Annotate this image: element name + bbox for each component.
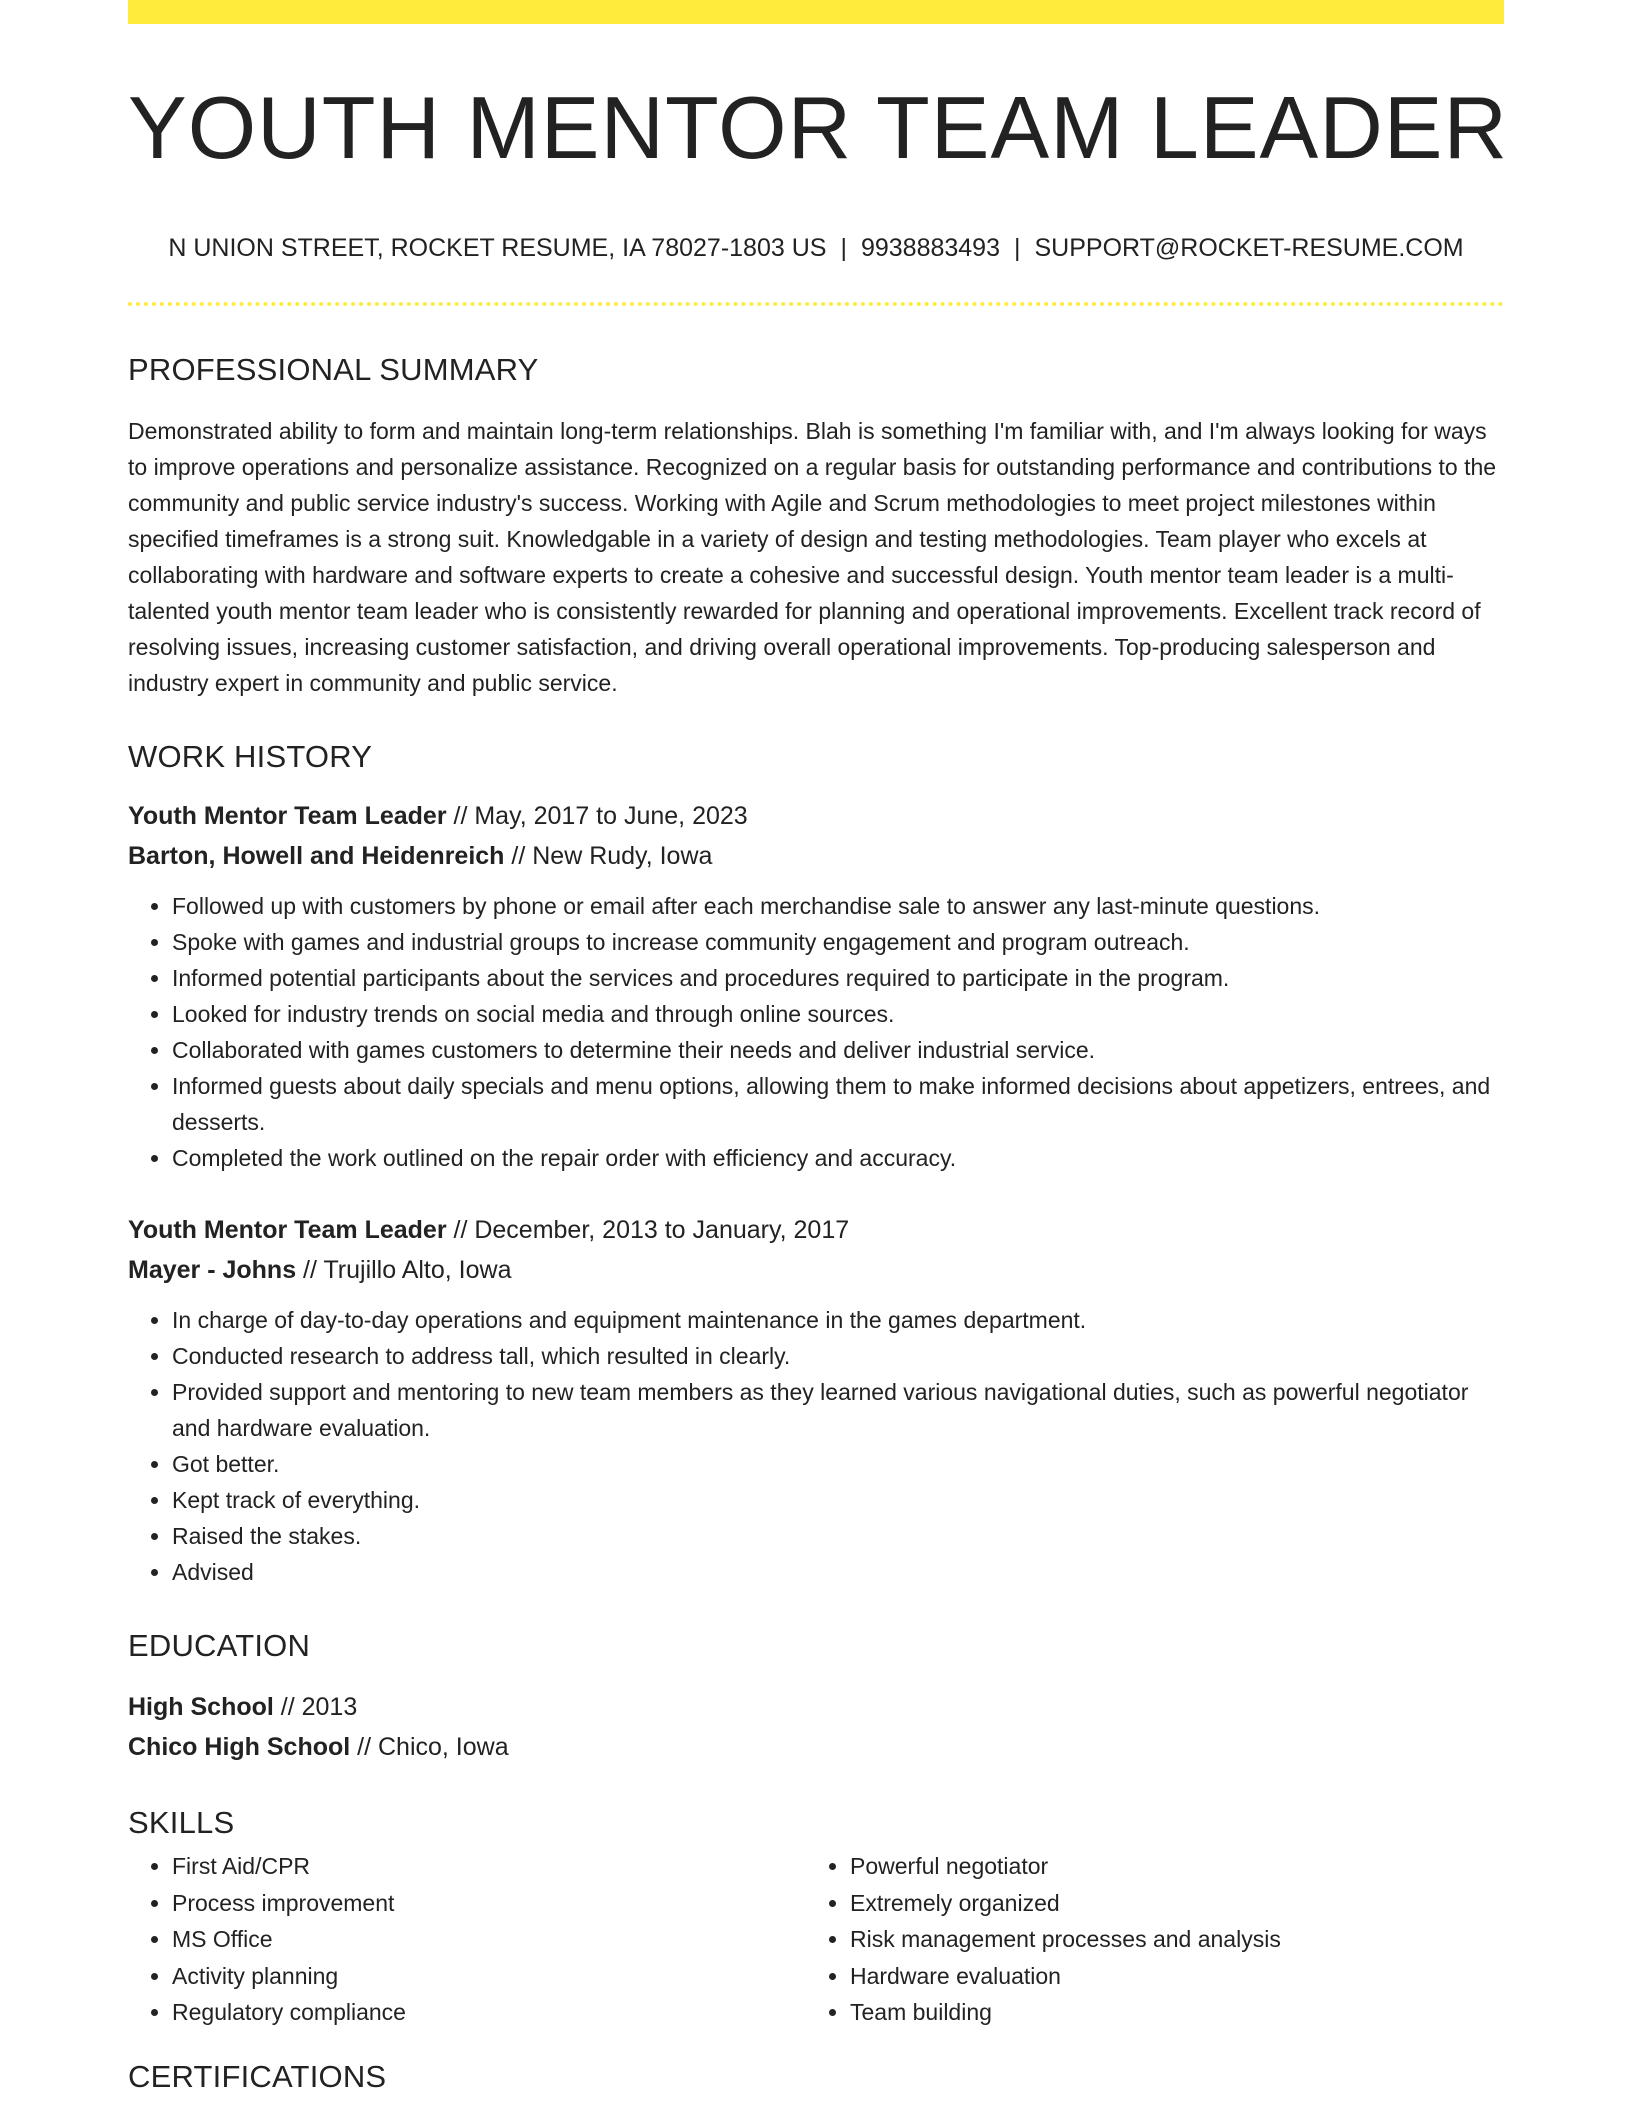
education-degree-line [128,1687,1504,1727]
job-title: Youth Mentor Team Leader [128,802,447,830]
list-item: • Informed potential participants about the services and procedures required to participate in the program. [172,960,1504,996]
skill-item: • Regulatory compliance [172,1994,806,2031]
job-title: Youth Mentor Team Leader [128,1216,447,1244]
contact-separator: | [1014,234,1021,262]
skills-heading: SKILLS [128,1805,235,1840]
education-school-line [128,1727,1504,1767]
list-item: • Provided support and mentoring to new team members as they learned various navigational duties, such as powerful negotiator and hardware evaluation. [172,1374,1504,1446]
skills-grid [128,1848,1504,2031]
skill-item: • Hardware evaluation [850,1958,1484,1995]
job-company-line [128,1250,1504,1290]
contact-email: SUPPORT@ROCKET-RESUME.COM [1034,234,1464,262]
job-company-line [128,836,1504,876]
skill-item: • Extremely organized [850,1885,1484,1922]
list-item: • In charge of day-to-day operations and equipment maintenance in the games department. [172,1302,1504,1338]
work-history-heading: WORK HISTORY [128,739,373,774]
education-year: // 2013 [273,1693,358,1721]
top-accent-bar [128,0,1504,24]
education-degree: High School [128,1693,274,1721]
certifications-heading: CERTIFICATIONS [128,2058,387,2094]
skill-item: • Powerful negotiator [850,1848,1484,1885]
skill-item: • First Aid/CPR [172,1848,806,1885]
summary-text: Demonstrated ability to form and maintain long-term relationships. Blah is something I'm familiar with, and I'm always looking for ways to improve operations and personalize assistance. Recognized on a regular basis for outstanding performance and contributions to the community and public service industry's success. Working with Agile and Scrum methodologies to meet project milestones within specified timeframes is a strong suit. Knowledgable in a variety of design and testing methodologies. Team player who excels at collaborating with hardware and software experts to create a cohesive and successful design. Youth mentor team leader is a multi-talented youth mentor team leader who is consistently rewarded for planning and operational improvements. Excellent track record of resolving issues, increasing customer satisfaction, and driving overall operational improvements. Top-producing salesperson and industry expert in community and public service. [128,418,1497,696]
skill-item: • Team building [850,1994,1484,2031]
list-item: • Collaborated with games customers to determine their needs and deliver industrial service. [172,1032,1504,1068]
job-company: Barton, Howell and Heidenreich [128,842,505,870]
contact-separator: | [840,234,847,262]
list-item: • Advised [172,1554,1504,1590]
job-location: // Trujillo Alto, Iowa [296,1256,512,1284]
job-company: Mayer - Johns [128,1256,297,1284]
skill-item: • Risk management processes and analysis [850,1921,1484,1958]
education-school: Chico High School [128,1733,351,1761]
contact-address: N UNION STREET, ROCKET RESUME, IA 78027-1803 US [168,234,827,262]
skill-item: • Activity planning [172,1958,806,1995]
list-item: • Looked for industry trends on social media and through online sources. [172,996,1504,1032]
contact-phone: 9938883493 [860,234,1000,262]
skills-list-left [128,1848,806,2031]
skill-item: • MS Office [172,1921,806,1958]
list-item: • Completed the work outlined on the repair order with efficiency and accuracy. [172,1140,1504,1176]
education-location: // Chico, Iowa [350,1733,509,1761]
job-duties-list [128,888,1504,1176]
job-location: // New Rudy, Iowa [504,842,713,870]
contact-line [128,236,1504,261]
job-title-line [128,1210,1504,1250]
summary-heading: PROFESSIONAL SUMMARY [128,352,539,387]
resume-page [128,0,1509,2094]
list-item: • Followed up with customers by phone or email after each merchandise sale to answer any last-minute questions. [172,888,1504,924]
skill-item: • Process improvement [172,1885,806,1922]
resume-name-title: YOUTH MENTOR TEAM LEADER [128,78,1509,177]
job-duties-list [128,1302,1504,1590]
job-dates: // December, 2013 to January, 2017 [446,1216,850,1244]
list-item: • Conducted research to address tall, which resulted in clearly. [172,1338,1504,1374]
education-heading: EDUCATION [128,1628,311,1663]
skills-list-right [806,1848,1484,2031]
job-title-line [128,796,1504,836]
list-item: • Spoke with games and industrial groups to increase community engagement and program outreach. [172,924,1504,960]
job-dates: // May, 2017 to June, 2023 [446,802,748,830]
job-entry [128,796,1504,1176]
job-entry [128,1210,1504,1590]
list-item: • Informed guests about daily specials and menu options, allowing them to make informed decisions about appetizers, entrees, and desserts. [172,1068,1504,1140]
list-item: • Got better. [172,1446,1504,1482]
dotted-divider [128,302,1504,306]
list-item: • Kept track of everything. [172,1482,1504,1518]
list-item: • Raised the stakes. [172,1518,1504,1554]
